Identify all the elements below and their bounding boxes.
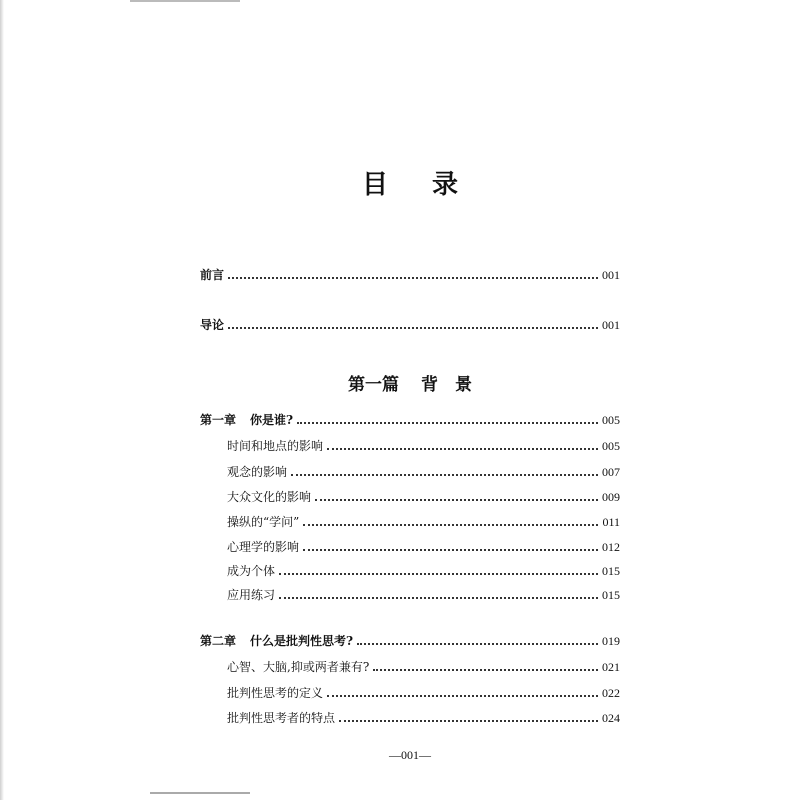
toc-entry-section <box>227 534 620 554</box>
leader-dots <box>291 474 598 476</box>
entry-label: 心智、大脑,抑或两者兼有? <box>227 660 370 674</box>
chapter-number: 第一章 <box>200 413 237 427</box>
leader-dots <box>279 597 598 599</box>
leader-dots <box>327 695 598 697</box>
entry-label: 批判性思考的定义 <box>227 686 324 700</box>
toc-entry-introduction <box>200 312 620 332</box>
entry-page: 007 <box>602 465 620 479</box>
entry-page: 001 <box>602 318 620 332</box>
part-title <box>200 370 620 395</box>
entry-label: 操纵的“学问” <box>227 515 300 529</box>
entry-page: 021 <box>602 660 620 674</box>
leader-dots <box>297 422 598 424</box>
chapter-title: 你是谁? <box>250 413 294 427</box>
toc-entry-section <box>227 459 620 479</box>
entry-label: 应用练习 <box>227 588 276 602</box>
leader-dots <box>373 669 598 671</box>
entry-label: 心理学的影响 <box>227 540 300 554</box>
toc-entry-chapter-2 <box>200 628 620 648</box>
leader-dots <box>228 327 598 329</box>
toc-entry-section <box>227 680 620 700</box>
leader-dots <box>339 720 598 722</box>
toc-entry-section <box>227 558 620 578</box>
leader-dots <box>327 448 598 450</box>
chapter-title: 什么是批判性思考? <box>250 634 354 648</box>
entry-page: 019 <box>602 634 620 648</box>
entry-label: 时间和地点的影响 <box>227 439 324 453</box>
leader-dots <box>279 573 598 575</box>
toc-entry-section <box>227 582 620 602</box>
toc-entry-section <box>227 705 620 725</box>
entry-label: 观念的影响 <box>227 465 288 479</box>
toc-entry-section <box>227 509 620 529</box>
entry-page: 001 <box>602 268 620 282</box>
bottom-edge-mark <box>150 792 250 794</box>
entry-page: 009 <box>602 490 620 504</box>
leader-dots <box>303 524 598 526</box>
part-name: 背 景 <box>421 375 472 395</box>
toc-title: 目录 <box>361 170 502 200</box>
top-edge-mark <box>130 0 240 2</box>
toc-entry-section <box>227 433 620 453</box>
entry-label: 前言 <box>200 268 225 282</box>
leader-dots <box>357 643 598 645</box>
entry-label: 大众文化的影响 <box>227 490 312 504</box>
chapter-number: 第二章 <box>200 634 237 648</box>
entry-page: 012 <box>602 540 620 554</box>
entry-page: 024 <box>602 711 620 725</box>
leader-dots <box>315 499 598 501</box>
entry-page: 005 <box>602 413 620 427</box>
leader-dots <box>228 277 598 279</box>
part-number: 第一篇 <box>348 375 399 395</box>
leader-dots <box>303 549 598 551</box>
entry-page: 015 <box>602 564 620 578</box>
page-number: —001— <box>389 748 431 762</box>
toc-entry-chapter-1 <box>200 407 620 427</box>
toc-entry-preface <box>200 262 620 282</box>
entry-page: 022 <box>602 686 620 700</box>
binding-shadow <box>0 0 4 800</box>
toc-entry-section <box>227 654 620 674</box>
entry-label: 批判性思考者的特点 <box>227 711 336 725</box>
entry-label: 导论 <box>200 318 225 332</box>
toc-entry-section <box>227 484 620 504</box>
entry-label: 成为个体 <box>227 564 276 578</box>
entry-page: 011 <box>602 515 620 529</box>
entry-page: 015 <box>602 588 620 602</box>
entry-page: 005 <box>602 439 620 453</box>
